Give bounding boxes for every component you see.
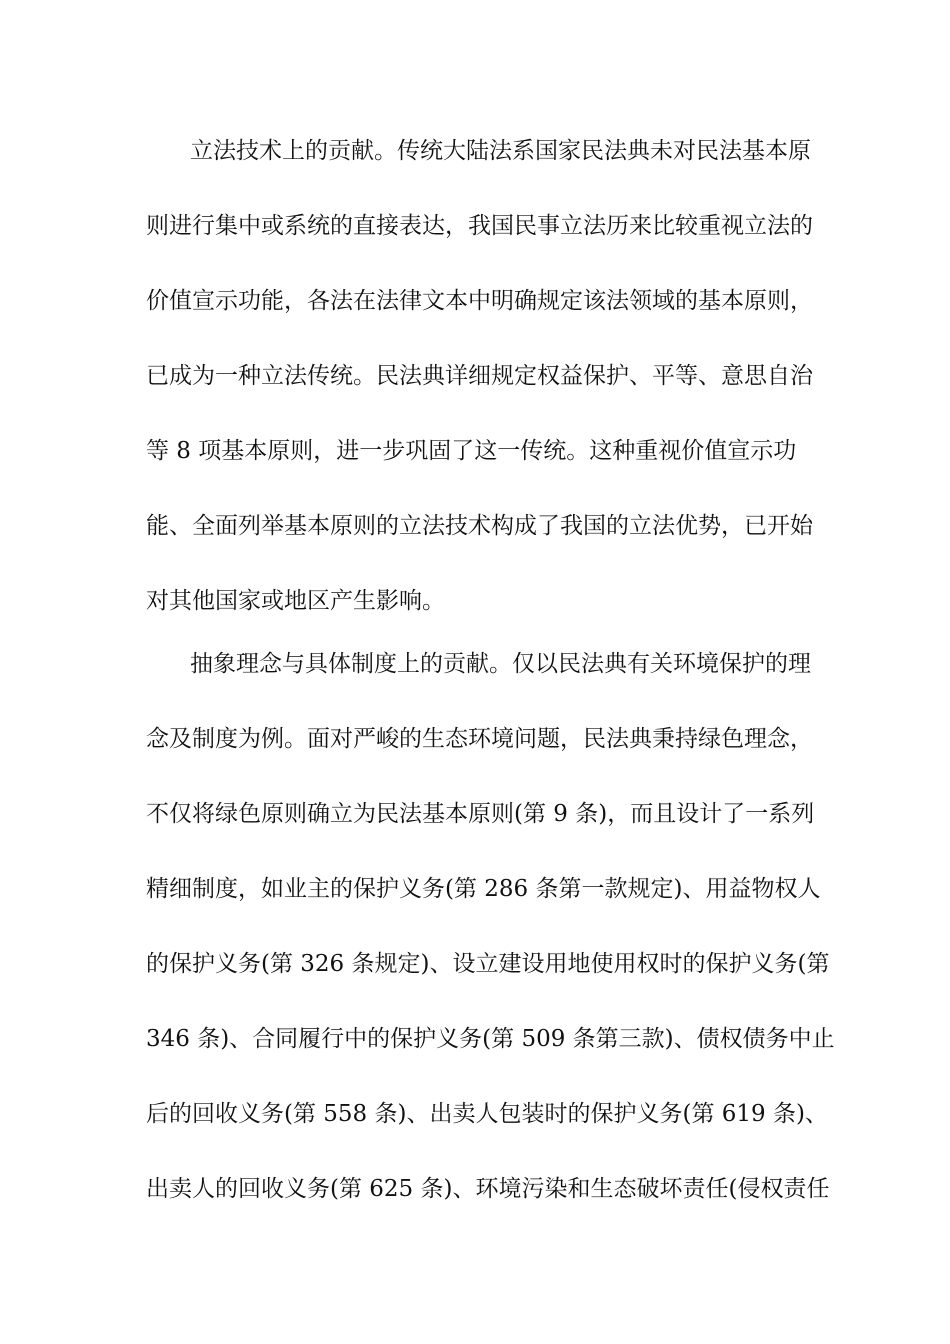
paragraph-2-line-4: 精细制度，如业主的保护义务(第 286 条第一款规定)、用益物权人 xyxy=(146,876,821,902)
paragraph-1-line-7: 对其他国家或地区产生影响。 xyxy=(146,588,445,614)
paragraph-2-line-1: 抽象理念与具体制度上的贡献。仅以民法典有关环境保护的理 xyxy=(190,651,811,677)
paragraph-2-line-7: 后的回收义务(第 558 条)、出卖人包装时的保护义务(第 619 条)、 xyxy=(146,1101,828,1127)
paragraph-1-line-5: 等 8 项基本原则，进一步巩固了这一传统。这种重视价值宣示功 xyxy=(146,438,797,464)
paragraph-1-line-2: 则进行集中或系统的直接表达，我国民事立法历来比较重视立法的 xyxy=(146,213,813,239)
paragraph-1-line-3: 价值宣示功能，各法在法律文本中明确规定该法领域的基本原则， xyxy=(146,288,813,314)
paragraph-1-line-1: 立法技术上的贡献。传统大陆法系国家民法典未对民法基本原 xyxy=(190,138,811,164)
paragraph-1-line-6: 能、全面列举基本原则的立法技术构成了我国的立法优势，已开始 xyxy=(146,513,813,539)
paragraph-2-line-3: 不仅将绿色原则确立为民法基本原则(第 9 条)，而且设计了一系列 xyxy=(146,801,815,827)
paragraph-1-line-4: 已成为一种立法传统。民法典详细规定权益保护、平等、意思自治 xyxy=(146,363,813,389)
paragraph-2-line-5: 的保护义务(第 326 条规定)、设立建设用地使用权时的保护义务(第 xyxy=(146,951,830,977)
paragraph-2-line-2: 念及制度为例。面对严峻的生态环境问题，民法典秉持绿色理念， xyxy=(146,726,813,752)
paragraph-2-line-6: 346 条)、合同履行中的保护义务(第 509 条第三款)、债权债务中止 xyxy=(146,1026,835,1052)
paragraph-2-line-8: 出卖人的回收义务(第 625 条)、环境污染和生态破坏责任(侵权责任 xyxy=(146,1176,830,1202)
